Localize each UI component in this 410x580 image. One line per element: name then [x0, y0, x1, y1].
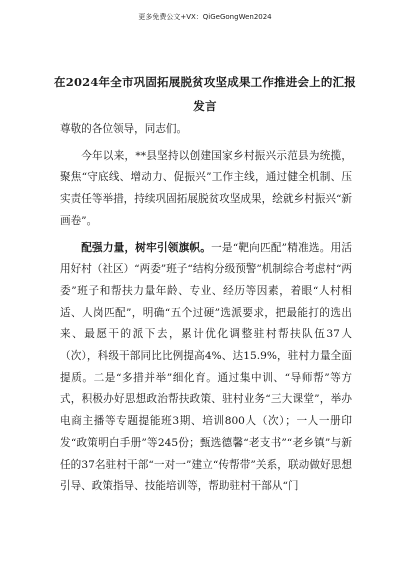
paragraph-heading: 配强力量，树牢引领旗帜。: [81, 241, 212, 254]
document-body: [60, 119, 352, 498]
paragraph-intro: 今年以来，**县坚持以创建国家乡村振兴示范县为统揽，聚焦“守底线、增动力、促振兴”工作主线，通过健全机制、压实责任等举措，持续巩固拓展脱贫攻坚成果，绘就乡村振兴“新画卷”。: [60, 149, 352, 227]
title-line-1: 在2024年全市巩固拓展脱贫攻坚成果工作推进会上的汇报: [54, 75, 356, 89]
page-header: 更多免费公文+VX：QiGeGongWen2024: [138, 13, 272, 21]
document-title: [40, 70, 370, 118]
paragraph-force: [60, 238, 352, 498]
title-line-2: 发言: [193, 99, 217, 113]
salutation: 尊敬的各位领导，同志们。: [60, 123, 188, 135]
paragraph-body: 一是“靶向匹配”精准选。用活用好村（社区）“两委”班子“结构分级预警”机制综合考虑村“两委”班子和帮扶力量年龄、专业、经历等因素，着眼“人村相适、人岗匹配”，明确“五个过硬”选派要求，把最能打的选出来、最愿干的派下去，累计优化调整驻村帮扶队伍37人（次），科级干部同比比例提高4%、达15.9%，驻村力量全面提质。二是“多措并举”细化育。通过集中训、“导师帮”等方式，积极办好思想政治帮扶政策、驻村业务“三大课堂”，举办电商主播等专题提能班3期、培训800人（次）；一人一册印发“政策明白手册”等245份；甄选德馨“老支书”“老乡镇”与新任的37名驻村干部“一对一”建立“传帮带”关系，联动做好思想引导、政策指导、技能培训等，帮助驻村干部从“门: [60, 241, 352, 493]
